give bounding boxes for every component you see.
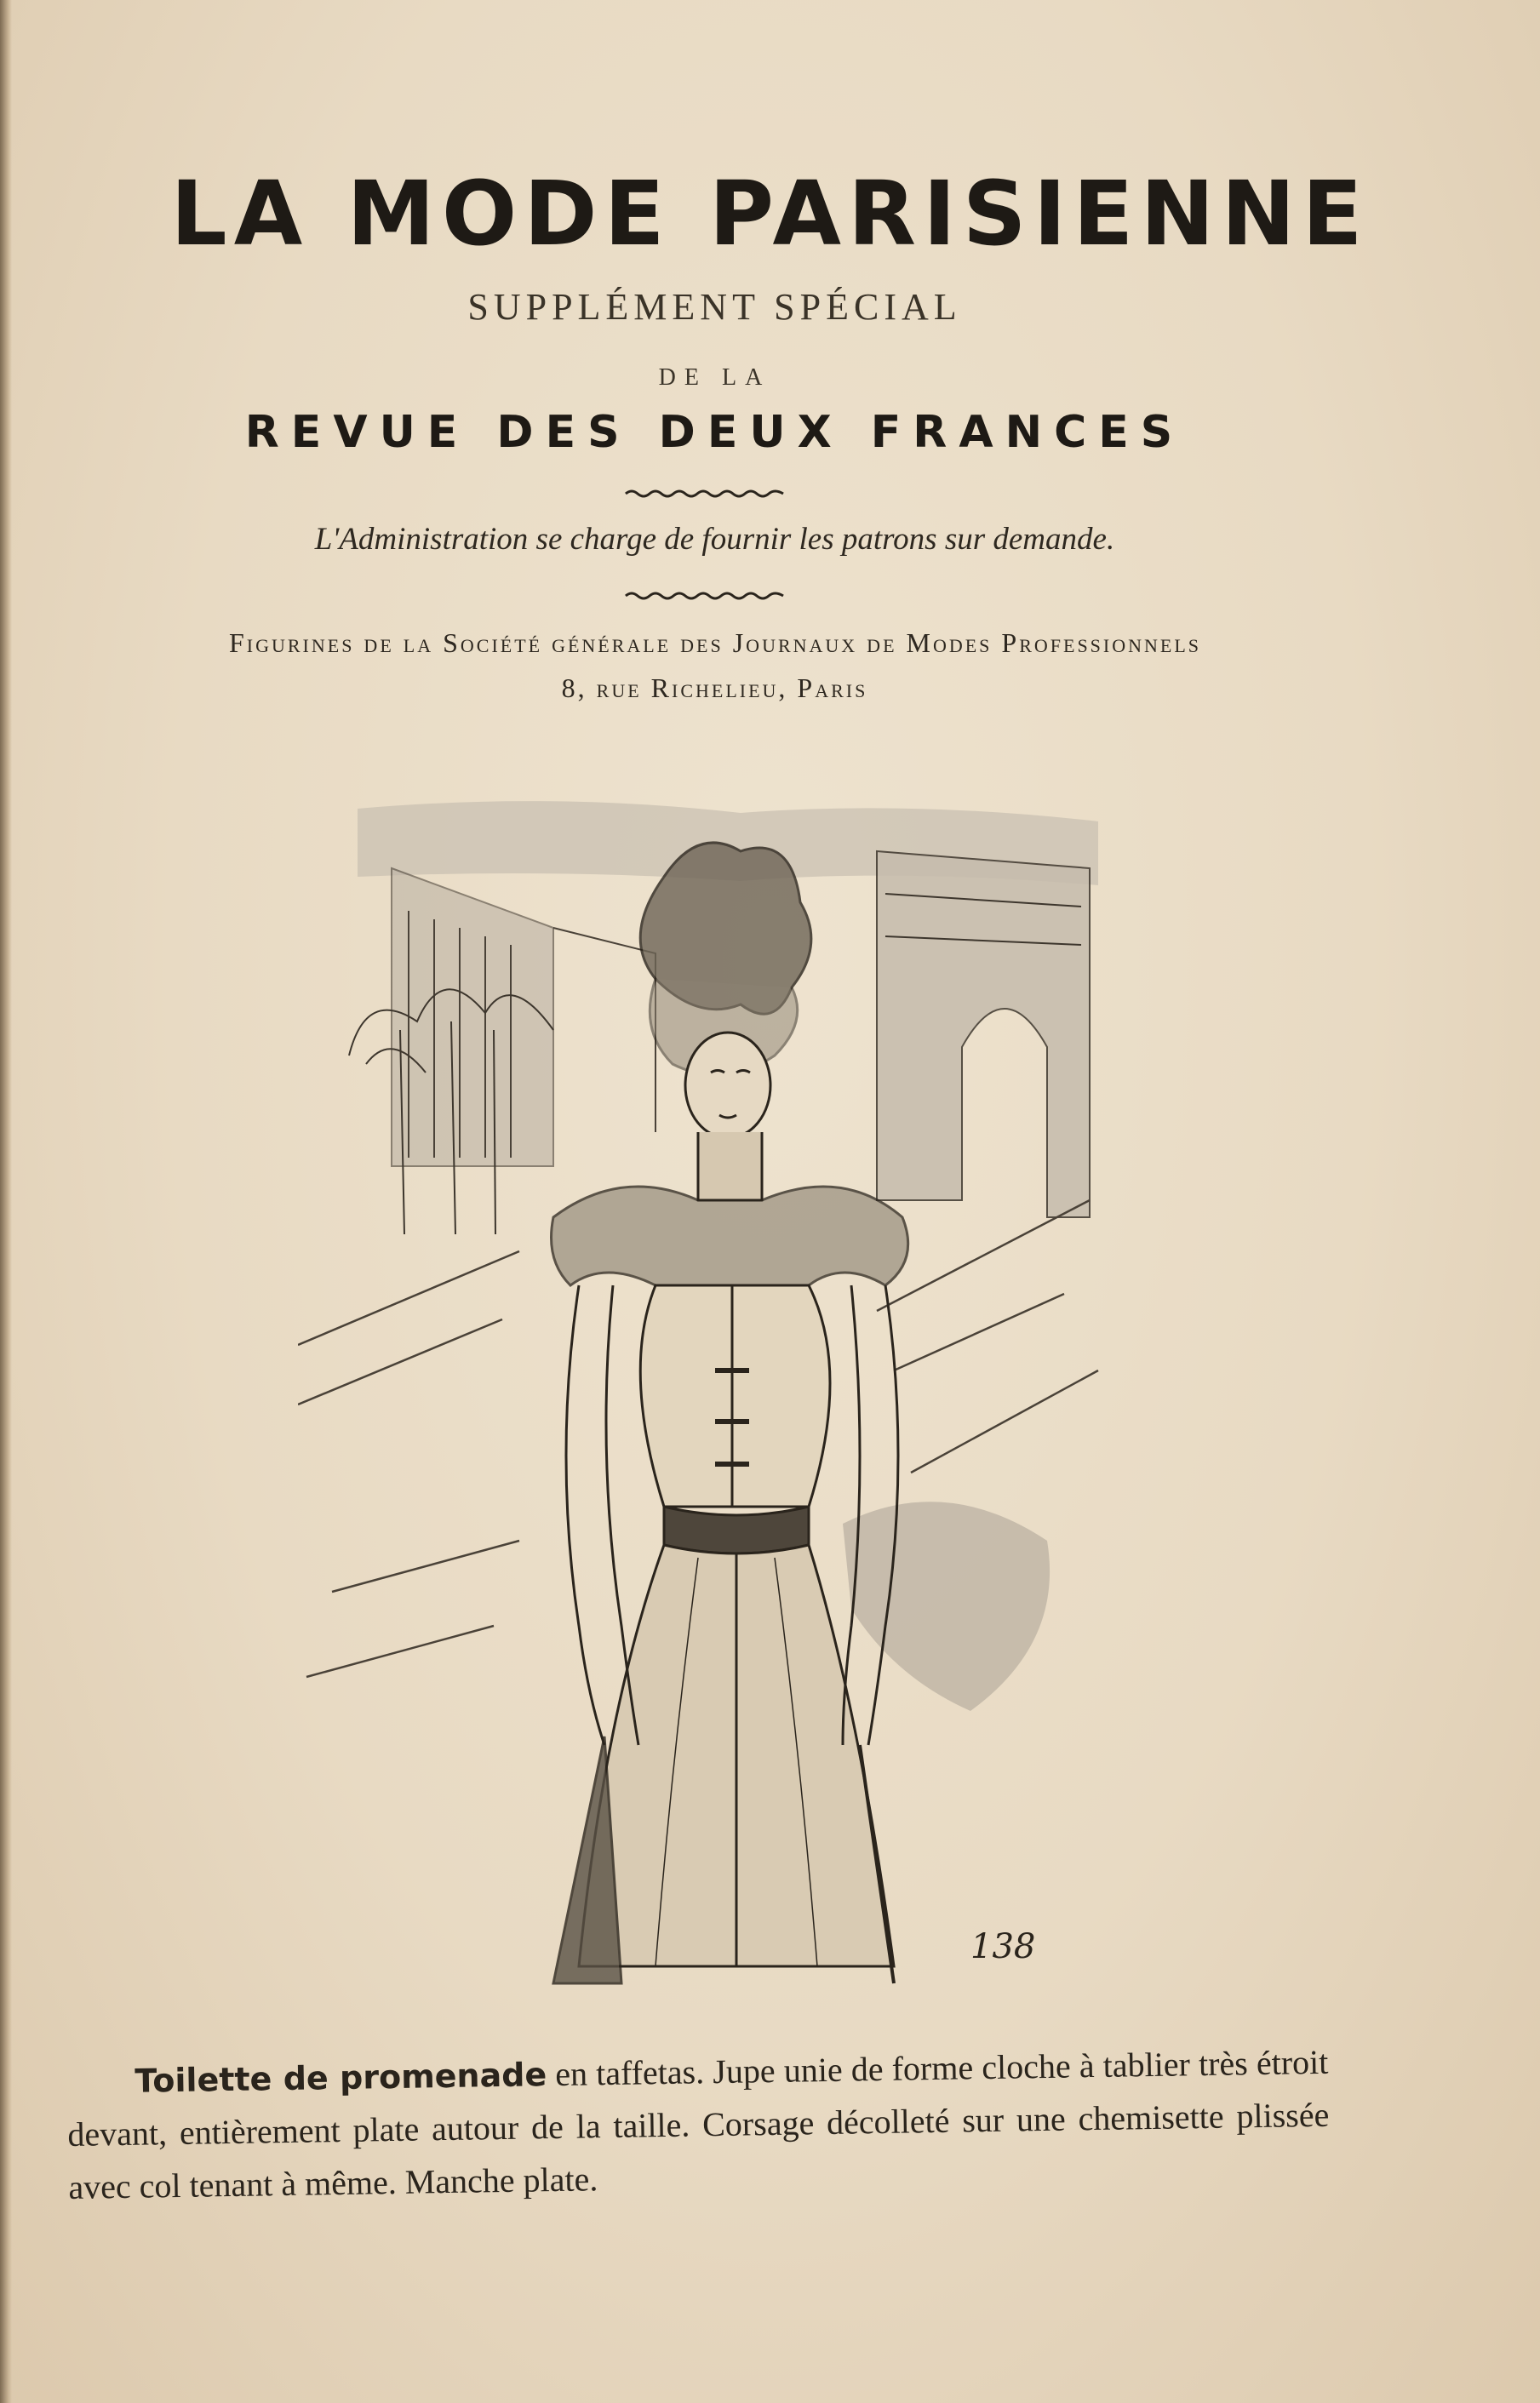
supplement-subtitle: SUPPLÉMENT SPÉCIAL — [467, 286, 962, 328]
magazine-title: LA MODE PARISIENNE — [170, 162, 1370, 266]
publisher-address: 8, rue Richelieu, Paris — [561, 672, 868, 703]
patterns-notice: L'Administration se charge de fournir les patrons sur demande. — [314, 522, 1115, 557]
street-buildings — [392, 868, 656, 1166]
ornamental-rule-top — [621, 485, 792, 501]
artist-signature: 138 — [970, 1927, 1036, 1966]
woman-figure — [552, 843, 908, 1983]
revue-title: REVUE DES DEUX FRANCES — [244, 407, 1185, 458]
fashion-plate-illustration — [298, 775, 1115, 2000]
ornamental-rule-bottom — [621, 587, 792, 603]
de-la-line: DE LA — [658, 364, 771, 391]
illustration-caption — [66, 2036, 1331, 2214]
arch-monument — [877, 851, 1090, 1217]
book-spine-shadow — [0, 0, 12, 2403]
figurines-credit: Figurines de la Société générale des Journaux de Modes Professionnels — [228, 627, 1202, 658]
caption-text: en taffetas. Jupe unie de forme cloche à tablier très étroit devant, entièrement plate autour de la taille. Corsage décolleté sur une chemisette plissée avec col tenant à même. Manche plate. — [67, 2042, 1330, 2206]
caption-lead: Toilette de promenade — [135, 2056, 547, 2100]
